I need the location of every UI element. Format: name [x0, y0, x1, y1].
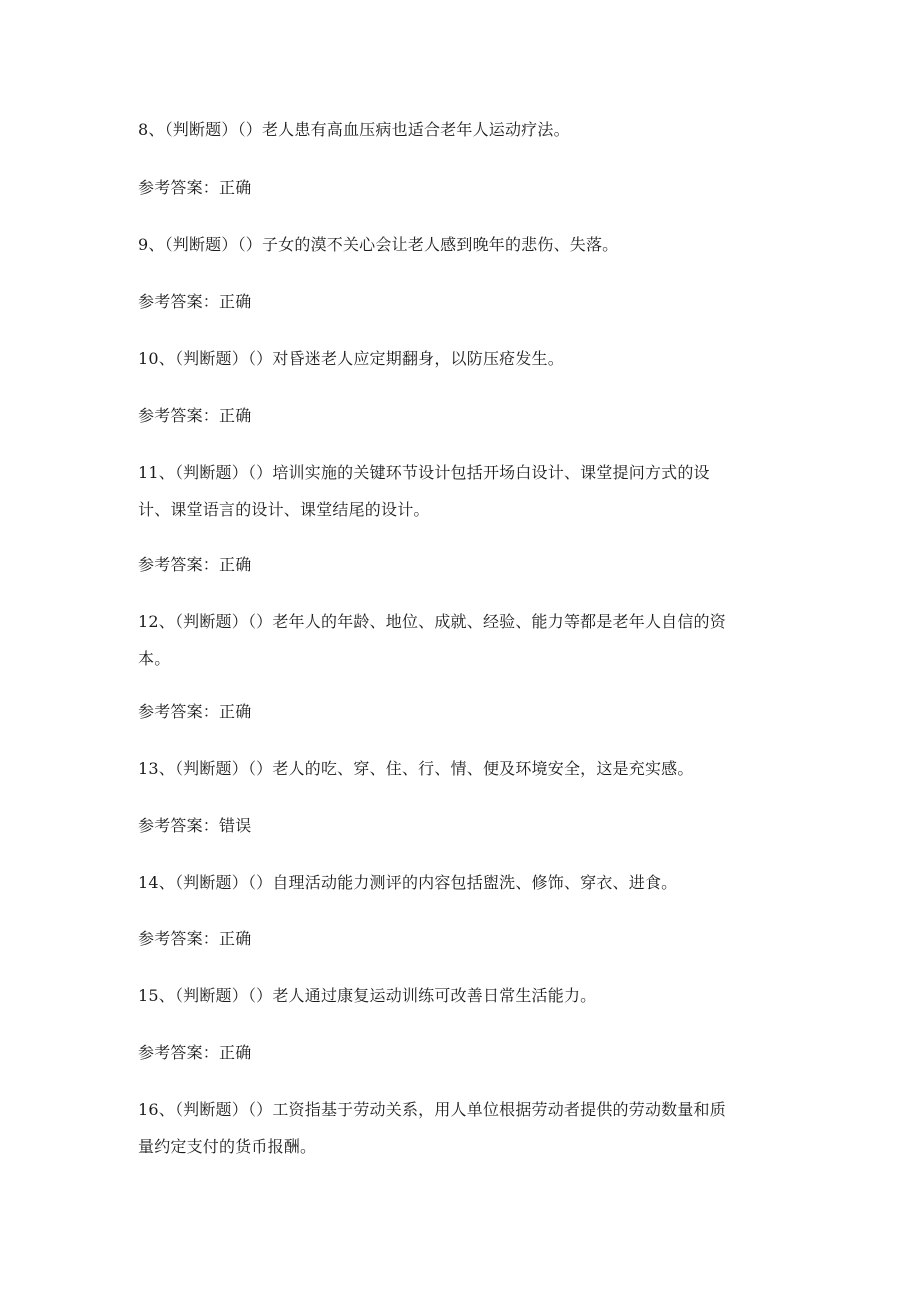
- question-11-answer: 参考答案：正确: [138, 555, 252, 574]
- question-14-text: 14、（判断题）（）自理活动能力测评的内容包括盥洗、修饰、穿衣、进食。: [138, 873, 678, 892]
- question-9-answer: 参考答案：正确: [138, 292, 252, 311]
- question-12-text-line-2: 本。: [138, 649, 171, 668]
- question-16-text-line-1: 16、（判断题）（）工资指基于劳动关系，用人单位根据劳动者提供的劳动数量和质: [138, 1100, 726, 1119]
- question-12-answer: 参考答案：正确: [138, 702, 252, 721]
- question-13-text: 13、（判断题）（）老人的吃、穿、住、行、情、便及环境安全，这是充实感。: [138, 759, 694, 778]
- question-13-answer: 参考答案：错误: [138, 816, 252, 835]
- question-14-answer: 参考答案：正确: [138, 929, 252, 948]
- question-16-text-line-2: 量约定支付的货币报酬。: [138, 1137, 317, 1156]
- question-15-text: 15、（判断题）（）老人通过康复运动训练可改善日常生活能力。: [138, 986, 597, 1005]
- question-15-answer: 参考答案：正确: [138, 1043, 252, 1062]
- question-12-text-line-1: 12、（判断题）（）老年人的年龄、地位、成就、经验、能力等都是老年人自信的资: [138, 612, 726, 631]
- question-8-text: 8、（判断题）（）老人患有高血压病也适合老年人运动疗法。: [138, 120, 570, 139]
- question-11-text-line-2: 计、课堂语言的设计、课堂结尾的设计。: [138, 500, 430, 519]
- question-10-answer: 参考答案：正确: [138, 406, 252, 425]
- question-8-answer: 参考答案：正确: [138, 178, 252, 197]
- question-11-text-line-1: 11、（判断题）（）培训实施的关键环节设计包括开场白设计、课堂提问方式的设: [138, 463, 710, 482]
- question-10-text: 10、（判断题）（）对昏迷老人应定期翻身，以防压疮发生。: [138, 349, 564, 368]
- question-9-text: 9、（判断题）（）子女的漠不关心会让老人感到晚年的悲伤、失落。: [138, 235, 619, 254]
